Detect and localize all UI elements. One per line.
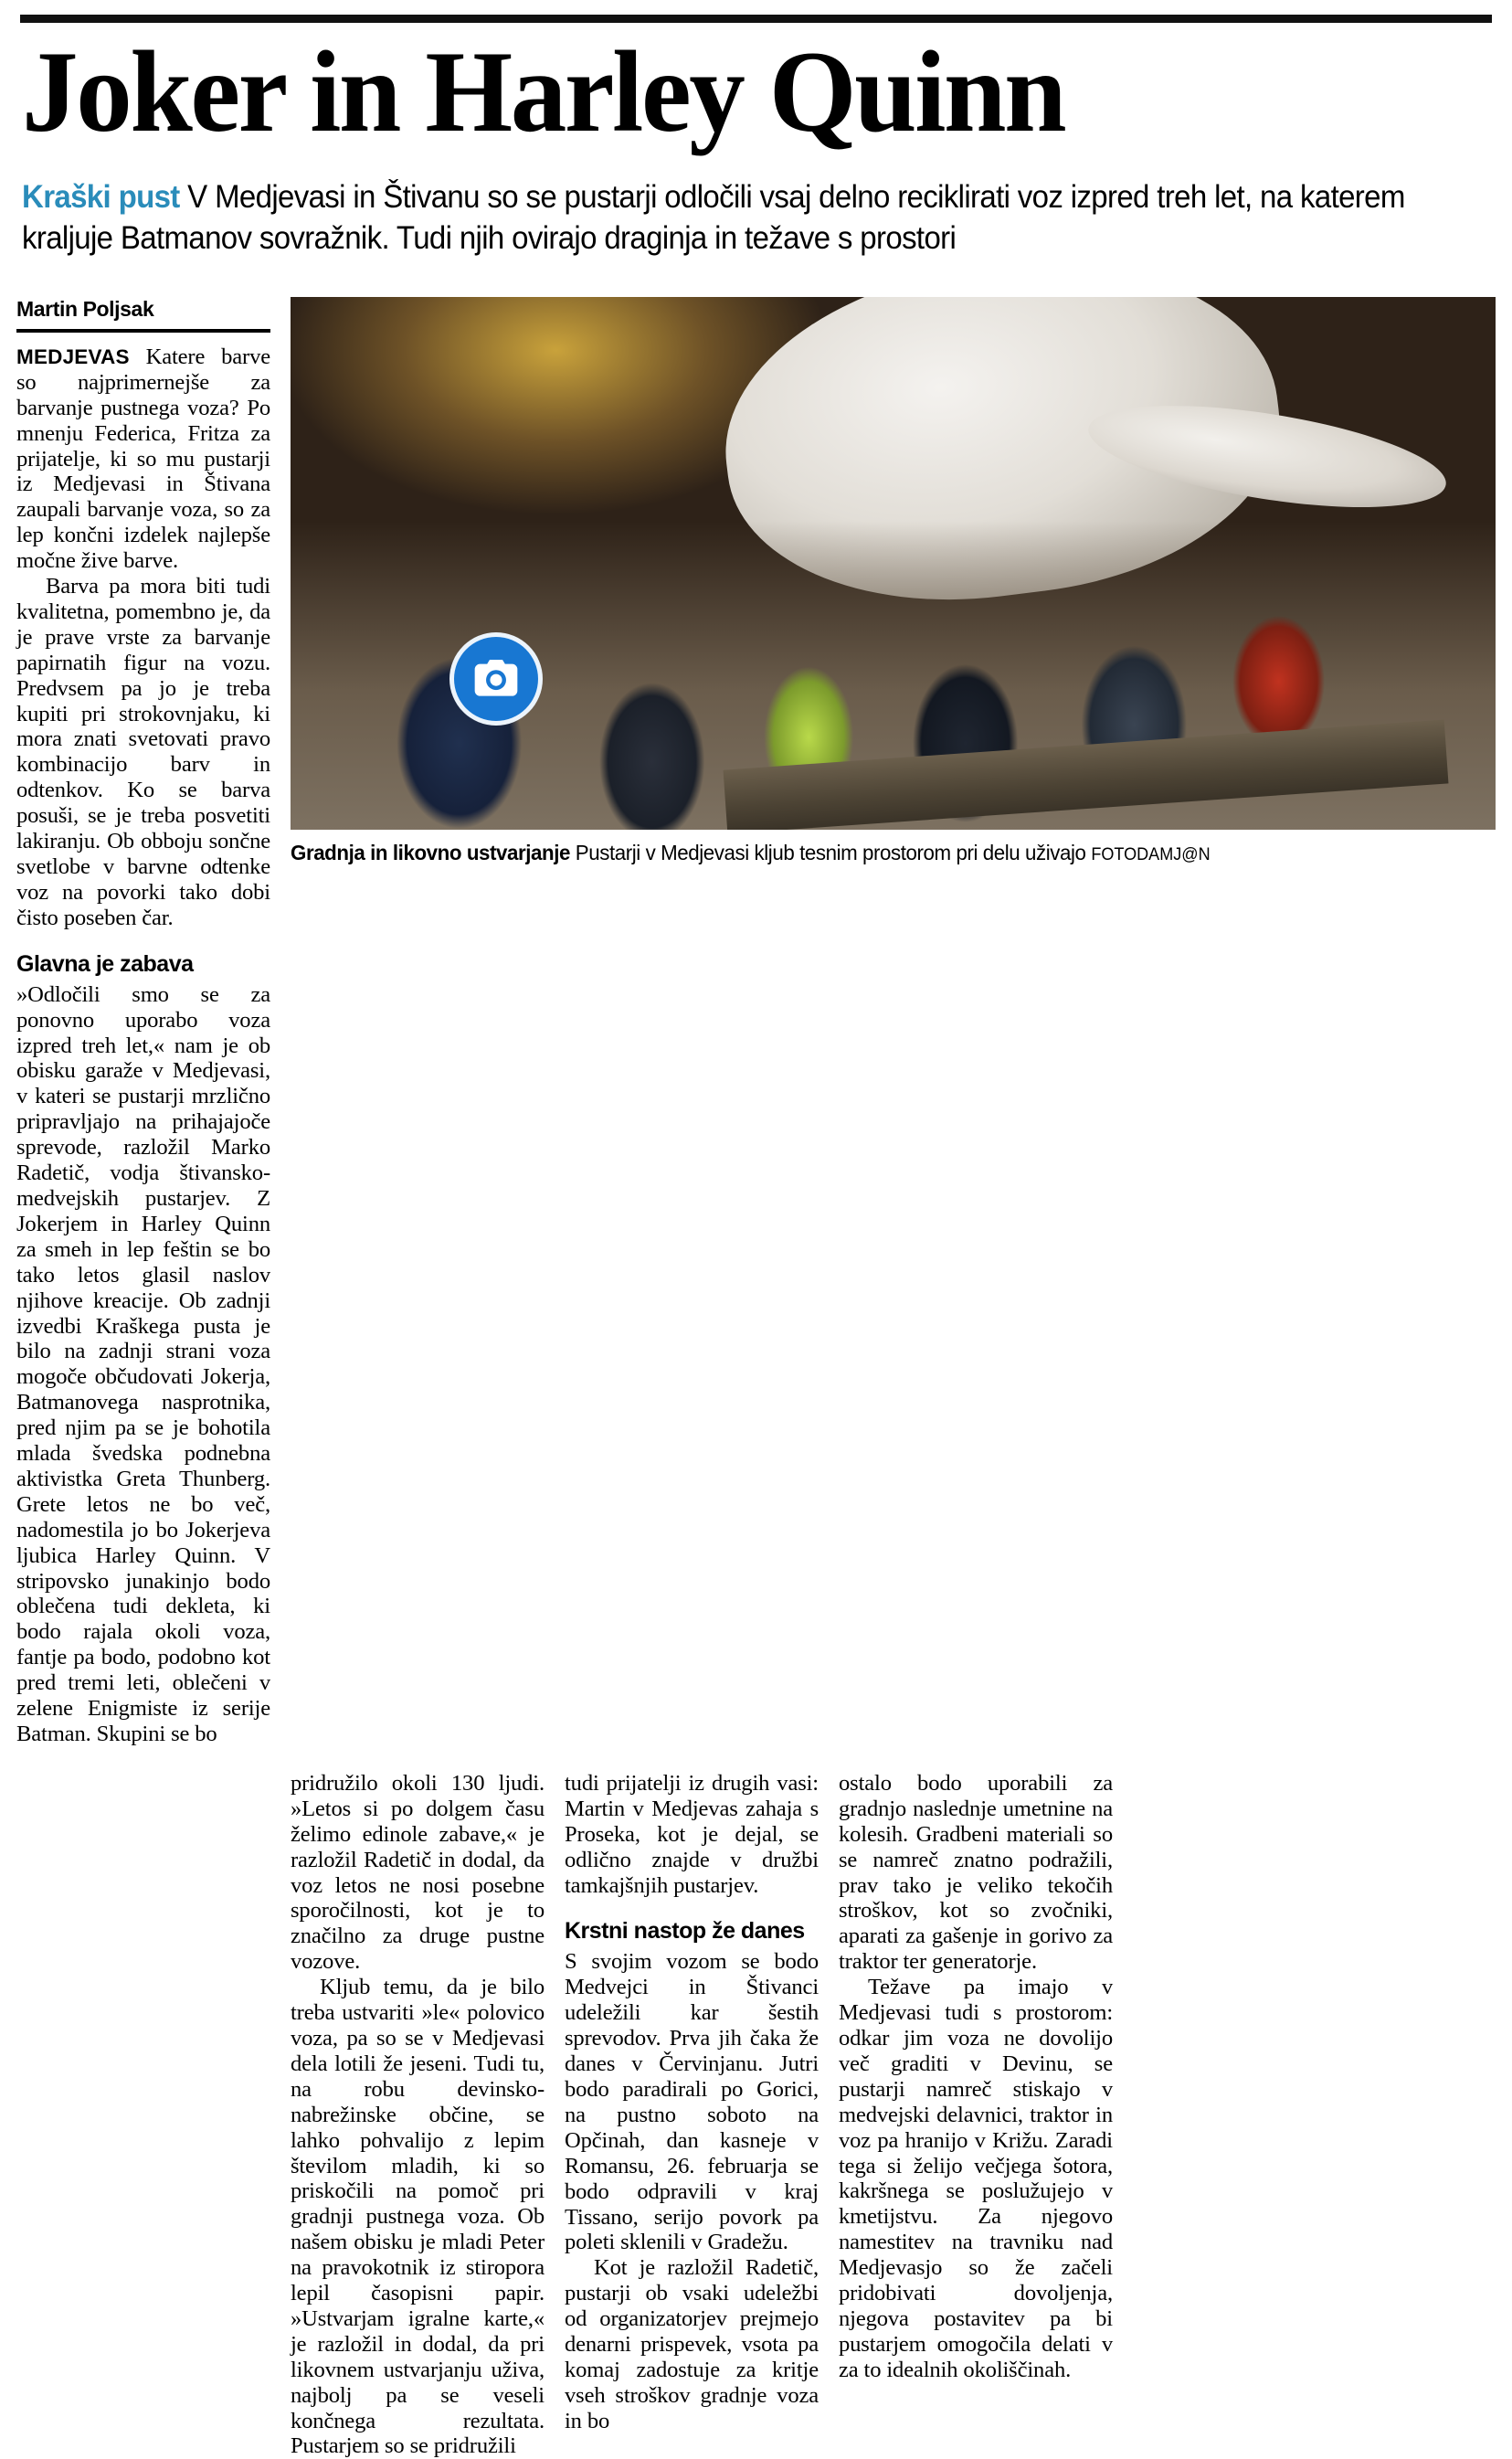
paragraph: S svojim vozom se bodo Medvejci in Štivanci udeležili kar šestih sprevodov. Prva jih čaka že danes v Červinjanu. Jutri bodo paradirali po Gorici, na pustno soboto na Opčinah, dan kasneje v Romansu, 26. februarja se bodo odpravili v kraj Tissano, serijo povork pa poleti sklenili v Gradežu. <box>565 1949 819 2255</box>
paragraph: tudi prijatelji iz drugih vasi: Martin v Medjevas zahaja s Proseka, kot je dejal, se odlično znajde v družbi tamkajšnjih pustarjev. <box>565 1770 819 1898</box>
photo-block <box>291 297 1496 1747</box>
subhead-glavna-je-zabava: Glavna je zabava <box>16 950 194 977</box>
paragraph-lead <box>16 344 270 574</box>
paragraph-lead-text: Katere barve so najprimernejše za barvanje pustnega voza? Po mnenju Federica, Fritza za prijatelje, ki so mu pustarji iz Medjevasi in Štivana zaupali barvanje voza, so za lep končni izdelek najlepše močne žive barve. <box>16 344 270 574</box>
column-1-continuation-spacer <box>16 1771 291 2459</box>
article-photo <box>291 297 1496 830</box>
article-deck <box>22 176 1494 258</box>
upper-section <box>16 297 1496 1747</box>
dateline-city: MEDJEVAS <box>16 344 130 368</box>
paragraph: ostalo bodo uporabili za gradnjo naslednje umetnine na kolesih. Gradbeni materiali so se namreč znatno podražili, prav tako je veliko tekočih stroškov, kot so zvočniki, aparati za gašenje in gorivo za traktor ter generatorje. <box>839 1770 1113 1975</box>
paragraph: »Odločili smo se za ponovno uporabo voza izpred treh let,« nam je ob obisku garaže v Medjevasi, v kateri se pustarji mrzlično pripravljajo na prihajajoče sprevode, razložil Marko Radetič, vodja štivansko-medvejskih pustarjev. Z Jokerjem in Harley Quinn za smeh in lep feštin se bo tako letos glasil naslov njihove kreacije. Ob zadnji izvedbi Kraškega pusta je bilo na zadnji strani voza mogoče občudovati Jokerja, Batmanovega nasprotnika, pred njim pa se je bohotila mlada švedska podnebna aktivistka Greta Thunberg. Grete letos ne bo več, nadomestila jo bo Jokerjeva ljubica Harley Quinn. V stripovsko junakinjo bodo oblečena tudi dekleta, ki bodo rajala okoli voza, fantje pa bodo, podobno kot pred tremi leti, oblečeni v zelene Enigmiste iz serije Batman. Skupini se bo <box>16 981 270 1747</box>
deck-kicker: Kraški pust <box>22 178 180 216</box>
paragraph: Barva pa mora biti tudi kvalitetna, pomembno je, da je prave vrste za barvanje papirnatih figur na vozu. Predvsem pa jo je treba kupiti pri strokovnjaku, ki mora znati svetovati pravo kombinacijo barv in odtenkov. Ko se barva posuši, se je treba posvetiti lakiranju. Ob obboju sončne svetlobe v barvne odtenke voz na povorki tako dobi čisto poseben čar. <box>16 574 270 930</box>
column-4 <box>839 1771 1113 2459</box>
column-3 <box>565 1771 839 2459</box>
paragraph: Kljub temu, da je bilo treba ustvariti »le« polovico voza, pa so se v Medjevasi dela lotili že jeseni. Tudi tu, na robu devinsko-nabrežinske občine, se lahko pohvalijo z lepim številom mladih, ki so priskočili na pomoč pri gradnji pustnega voza. Ob našem obisku je mladi Peter na pravokotnik iz stiropora lepil časopisni papir. »Ustvarjam igralne karte,« je razložil in dodal, da pri likovnem ustvarjanju uživa, najbolj pa se veseli končnega rezultata. Pustarjem so se pridružili <box>291 1975 545 2459</box>
column-2 <box>291 1771 565 2459</box>
byline: Martin Poljsak <box>16 296 154 321</box>
camera-icon[interactable] <box>449 632 543 726</box>
byline-rule <box>16 329 270 333</box>
photo-caption <box>291 840 1493 866</box>
paragraph: Težave pa imajo v Medjevasi tudi s prostorom: odkar jim voza ne dovolijo več graditi v Devinu, se pustarji namreč stiskajo v medvejski delavnici, traktor in voz pa hranijo v Križu. Zaradi tega si želijo večjega šotora, kakršnega se poslužujejo v kmetijstvu. Za njegovo namestitev na travniku nad Medjevasjo so že začeli pridobivati dovoljenja, njegova postavitev pa bi pustarjem omogočila delati v za to idealnih okoliščinah. <box>839 1975 1113 2382</box>
top-divider-rule <box>20 15 1492 23</box>
lower-columns <box>16 1771 1496 2459</box>
page-headline: Joker in Harley Quinn <box>22 28 1065 156</box>
deck-text: V Medjevasi in Štivanu so se pustarji odločili vsaj delno reciklirati voz izpred treh let, na katerem kraljuje Batmanov sovražnik. Tudi njih ovirajo draginja in težave s prostori <box>22 178 1405 257</box>
subhead-krstni-nastop-ze-danes: Krstni nastop že danes <box>565 1918 805 1945</box>
column-1 <box>16 297 291 1747</box>
paragraph: pridružilo okoli 130 ljudi. »Letos si po dolgem času želimo edinole zabave,« je razložil Radetič in dodal, da voz letos ne nosi posebne sporočilnosti, kot je to značilno za druge pustne vozove. <box>291 1770 545 1975</box>
paragraph: Kot je razložil Radetič, pustarji ob vsaki udeležbi od organizatorjev prejmejo denarni prispevek, vsota pa komaj zadostuje za kritje vseh stroškov gradnje voza in bo <box>565 2255 819 2433</box>
caption-lead: Gradnja in likovno ustvarjanje <box>291 840 571 864</box>
photo-credit: FOTODAMJ@N <box>1091 844 1211 864</box>
caption-text: Pustarji v Medjevasi kljub tesnim prostorom pri delu uživajo <box>570 840 1092 864</box>
newspaper-page <box>0 15 1512 2459</box>
